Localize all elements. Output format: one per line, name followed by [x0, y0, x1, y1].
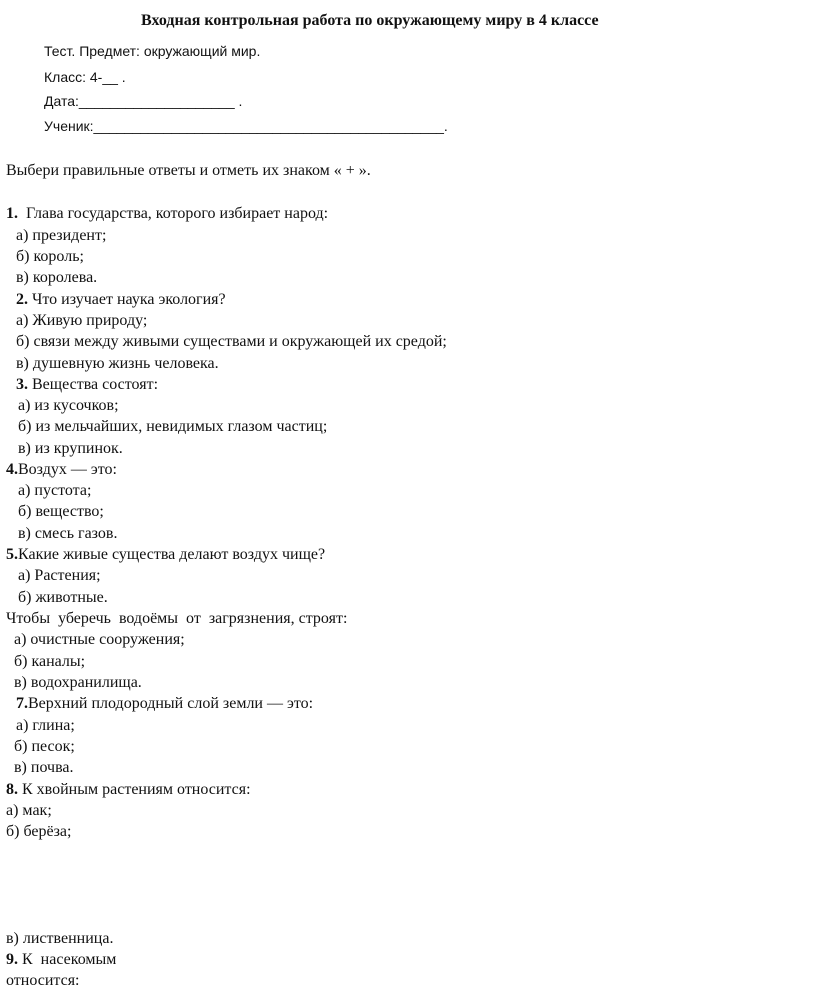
question-number: 5.	[6, 546, 18, 563]
option: в) королева.	[16, 269, 98, 286]
option: а) пустота;	[18, 482, 92, 499]
question-9-continuation: относится:	[6, 972, 80, 989]
question-5	[6, 545, 325, 565]
option: в) из крупинок.	[18, 440, 123, 457]
question-8	[6, 780, 251, 800]
option: а) Живую природу;	[16, 312, 148, 329]
option: в) водохранилища.	[14, 674, 142, 691]
question-2	[16, 290, 226, 310]
question-number: 4.	[6, 461, 18, 478]
question-text: Что изучает наука экология?	[28, 291, 226, 308]
question-text: К хвойным растениям относится:	[18, 781, 251, 798]
option: а) из кусочков;	[18, 397, 119, 414]
option: в) смесь газов.	[18, 525, 118, 542]
question-9	[6, 950, 116, 970]
option: б) связи между живыми существами и окружающей их средой;	[16, 333, 447, 350]
option: в) почва.	[14, 759, 74, 776]
question-1	[6, 204, 328, 224]
question-number: 3.	[16, 376, 28, 393]
question-number: 9.	[6, 951, 18, 968]
question-text: К насекомым	[18, 951, 117, 968]
page-title: Входная контрольная работа по окружающему миру в 4 классе	[141, 12, 599, 29]
header-class: Класс: 4-__ .	[44, 69, 126, 85]
question-number: 8.	[6, 781, 18, 798]
question-3	[16, 375, 158, 395]
option: а) Растения;	[18, 567, 101, 584]
question-number: 2.	[16, 291, 28, 308]
question-text: Верхний плодородный слой земли — это:	[28, 695, 314, 712]
option: б) король;	[16, 248, 84, 265]
question-text: Глава государства, которого избирает народ:	[18, 205, 329, 222]
header-test-subject: Тест. Предмет: окружающий мир.	[44, 43, 261, 59]
question-text: Чтобы уберечь водоёмы от загрязнения, строят:	[6, 610, 348, 627]
header-date: Дата:____________________ .	[44, 93, 243, 109]
option: б) вещество;	[18, 503, 104, 520]
question-6	[6, 609, 347, 629]
instruction: Выбери правильные ответы и отметь их знаком « + ».	[6, 162, 371, 179]
option: б) животные.	[18, 589, 108, 606]
option: б) из мельчайших, невидимых глазом частиц;	[18, 418, 328, 435]
option: б) песок;	[14, 738, 75, 755]
option: в) душевную жизнь человека.	[16, 355, 219, 372]
question-text: Какие живые существа делают воздух чище?	[18, 546, 326, 563]
question-number: 7.	[16, 695, 28, 712]
option: б) каналы;	[14, 653, 86, 670]
option: а) президент;	[16, 227, 107, 244]
header-student: Ученик:_____________________________________________.	[44, 118, 448, 134]
option: а) мак;	[6, 802, 52, 819]
option: в) лиственница.	[6, 930, 114, 947]
option: б) берёза;	[6, 823, 72, 840]
option: а) глина;	[16, 717, 75, 734]
question-text: Воздух — это:	[18, 461, 117, 478]
option: а) очистные сооружения;	[14, 631, 185, 648]
question-4	[6, 460, 117, 480]
question-7	[16, 694, 313, 714]
question-number: 1.	[6, 205, 18, 222]
question-text: Вещества состоят:	[28, 376, 159, 393]
